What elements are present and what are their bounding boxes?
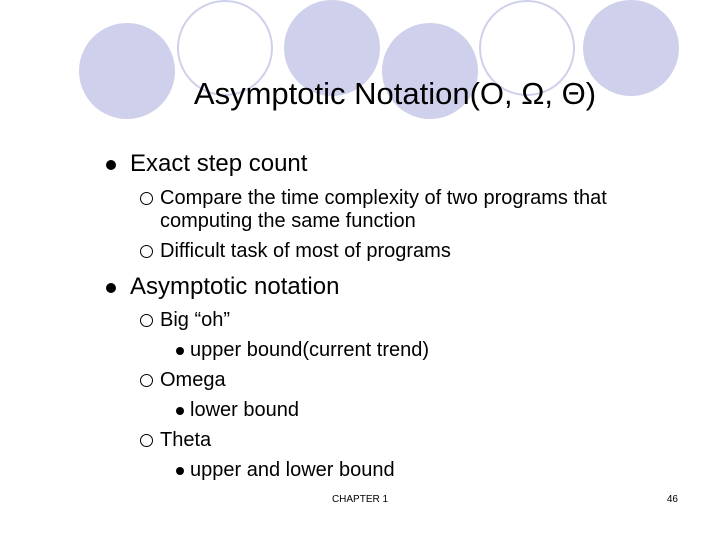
detail-label: upper bound(current trend) [190, 339, 430, 361]
sub-bullet-label: Big “oh” [160, 309, 231, 331]
hollow-bullet-icon [140, 245, 153, 258]
hollow-bullet-icon [140, 192, 153, 205]
sub-bullet-difficult [140, 240, 700, 263]
footer-chapter: CHAPTER 1 [331, 494, 389, 505]
bullet-asymptotic-notation [108, 273, 339, 301]
bullet-dot-icon [106, 283, 116, 293]
page-number: 46 [666, 494, 678, 505]
sub-bullet-label: Difficult task of most of programs [160, 240, 451, 262]
small-bullet-dot-icon [176, 467, 184, 475]
sub-bullet-theta [140, 429, 700, 452]
bullet-dot-icon [106, 160, 116, 170]
hollow-bullet-icon [140, 374, 153, 387]
sub-bullet-omega [140, 369, 700, 392]
sub-bullet-label: Theta [160, 429, 212, 451]
hollow-bullet-icon [140, 314, 153, 327]
detail-theta [176, 459, 395, 482]
sub-bullet-label: Omega [160, 369, 226, 391]
bullet-label: Asymptotic notation [130, 273, 340, 300]
slide-title: Asymptotic Notation(O, Ω, Θ) [193, 76, 597, 111]
sub-bullet-label: Compare the time complexity of two programs that computing the same function [160, 187, 607, 232]
detail-label: upper and lower bound [190, 459, 395, 481]
detail-big-oh [176, 339, 429, 362]
detail-label: lower bound [190, 399, 299, 421]
bullet-exact-step-count [108, 150, 307, 178]
detail-omega [176, 399, 299, 422]
hollow-bullet-icon [140, 434, 153, 447]
small-bullet-dot-icon [176, 407, 184, 415]
small-bullet-dot-icon [176, 347, 184, 355]
bullet-label: Exact step count [130, 150, 308, 177]
sub-bullet-big-oh [140, 309, 700, 332]
sub-bullet-compare [140, 187, 700, 233]
